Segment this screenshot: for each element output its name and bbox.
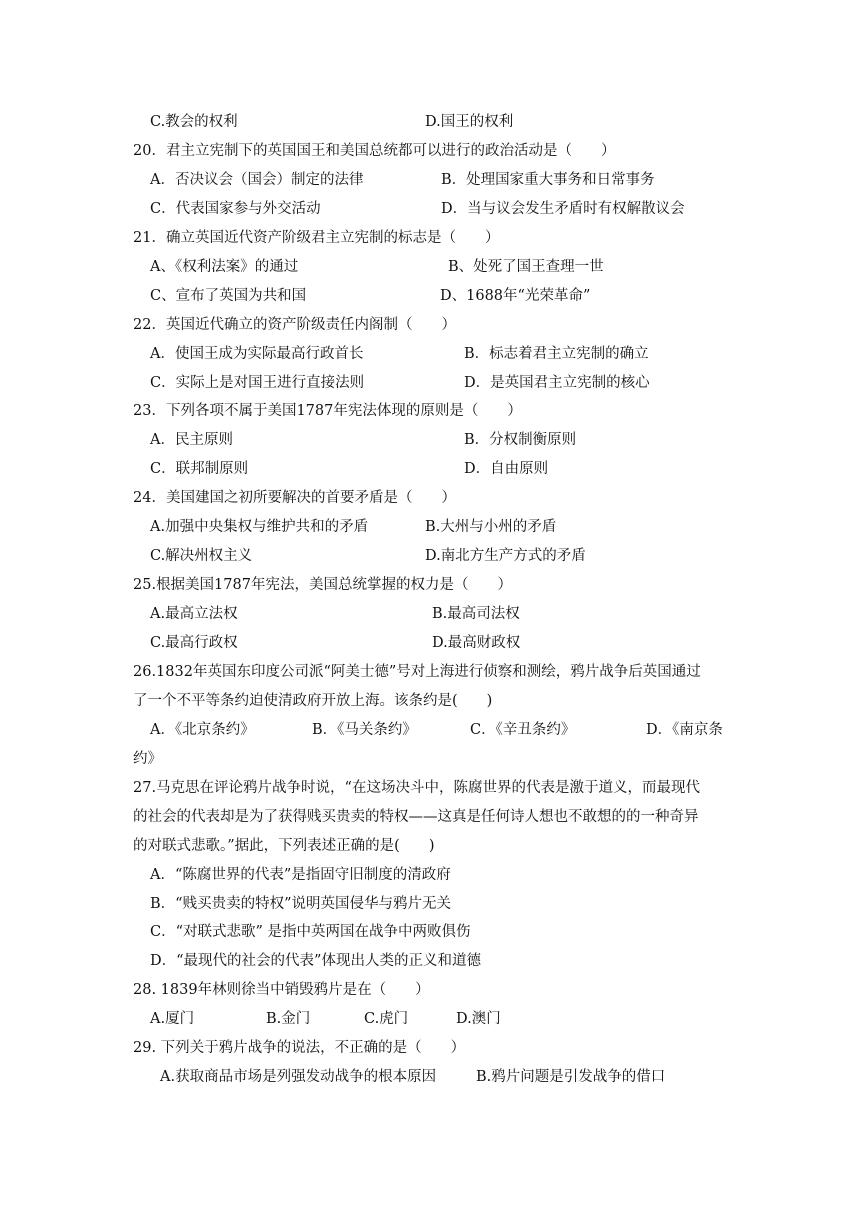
option-d: D.南北方生产方式的矛盾: [425, 548, 586, 564]
option-d: D.国王的权利: [425, 114, 514, 130]
question-27-continuation: 的社会的代表却是为了获得贱买贵卖的特权——这真是任何诗人想也不敢想的的一种奇异: [133, 809, 699, 825]
question-22: 22．英国近代确立的资产阶级责任内阁制（ ）: [133, 317, 456, 333]
option-d: D．《南京条: [646, 722, 723, 738]
option-c: C.最高行政权: [150, 635, 238, 651]
option-c: C．联邦制原则: [150, 461, 249, 477]
option-a: A．民主原则: [150, 432, 233, 448]
option-c: C.教会的权利: [150, 114, 238, 130]
question-25: 25.根据美国1787年宪法，美国总统掌握的权力是（ ）: [133, 577, 512, 593]
option-b: B．分权制衡原则: [464, 432, 577, 448]
option-a: A．《北京条约》: [150, 722, 255, 738]
question-24: 24．美国建国之初所要解决的首要矛盾是（ ）: [133, 490, 456, 506]
option-d: D．“最现代的社会的代表”体现出人类的正义和道德: [150, 953, 481, 969]
option-d: D．当与议会发生矛盾时有权解散议会: [441, 201, 685, 217]
option-c: C.解决州权主义: [150, 548, 253, 564]
option-b: B．标志着君主立宪制的确立: [464, 346, 649, 362]
option-d: D．自由原则: [464, 461, 549, 477]
option-b: B．《马关条约》: [312, 722, 417, 738]
question-29: 29. 下列关于鸦片战争的说法，不正确的是（ ）: [133, 1040, 466, 1056]
question-26: 26.1832年英国东印度公司派“阿美士德”号对上海进行侦察和测绘，鸦片战争后英国通过: [133, 664, 701, 680]
option-c: C．代表国家参与外交活动: [150, 201, 321, 217]
option-d: D．是英国君主立宪制的核心: [464, 375, 650, 391]
option-b: B.最高司法权: [432, 606, 520, 622]
option-c: C．“对联式悲歌” 是指中英两国在战争中两败俱伤: [150, 924, 471, 940]
option-b: B.鸦片问题是引发战争的借口: [476, 1069, 666, 1085]
option-b: B、处死了国王查理一世: [448, 259, 604, 275]
option-c: C．实际上是对国王进行直接法则: [150, 375, 365, 391]
option-a: A．使国王成为实际最高行政首长: [150, 346, 364, 362]
option-c: C.虎门: [364, 1011, 409, 1027]
option-b: B．处理国家重大事务和日常事务: [441, 172, 655, 188]
question-20: 20．君主立宪制下的英国国王和美国总统都可以进行的政治活动是（ ）: [133, 143, 616, 159]
option-d-continuation: 约》: [133, 751, 162, 767]
option-a: A.加强中央集权与维护共和的矛盾: [150, 519, 369, 535]
option-b: B.大州与小州的矛盾: [425, 519, 557, 535]
option-d: D.澳门: [456, 1011, 501, 1027]
question-21: 21．确立英国近代资产阶级君主立宪制的标志是（ ）: [133, 230, 500, 246]
option-a: A.获取商品市场是列强发动战争的根本原因: [160, 1069, 437, 1085]
question-23: 23．下列各项不属于美国1787年宪法体现的原则是（ ）: [133, 403, 522, 419]
question-28: 28. 1839年林则徐当中销毁鸦片是在（ ）: [133, 982, 430, 998]
option-a: A、《权利法案》的通过: [150, 259, 299, 275]
option-a: A.最高立法权: [150, 606, 238, 622]
option-d: D、1688年“光荣革命”: [440, 288, 591, 304]
option-c: C．《辛丑条约》: [470, 722, 576, 738]
question-27: 27.马克思在评论鸦片战争时说，“在这场决斗中，陈腐世界的代表是激于道义，而最现代: [133, 780, 700, 796]
option-d: D.最高财政权: [432, 635, 521, 651]
option-a: A.厦门: [150, 1011, 195, 1027]
option-b: B．“贱买贵卖的特权”说明英国侵华与鸦片无关: [150, 896, 451, 912]
option-a: A．否决议会（国会）制定的法律: [150, 172, 364, 188]
option-c: C、宣布了英国为共和国: [150, 288, 307, 304]
option-a: A．“陈腐世界的代表”是指固守旧制度的清政府: [150, 867, 451, 883]
option-b: B.金门: [266, 1011, 311, 1027]
question-27-continuation: 的对联式悲歌。”据此，下列表述正确的是( ): [133, 838, 435, 854]
question-26-continuation: 了一个不平等条约迫使清政府开放上海。该条约是( ): [133, 693, 493, 709]
